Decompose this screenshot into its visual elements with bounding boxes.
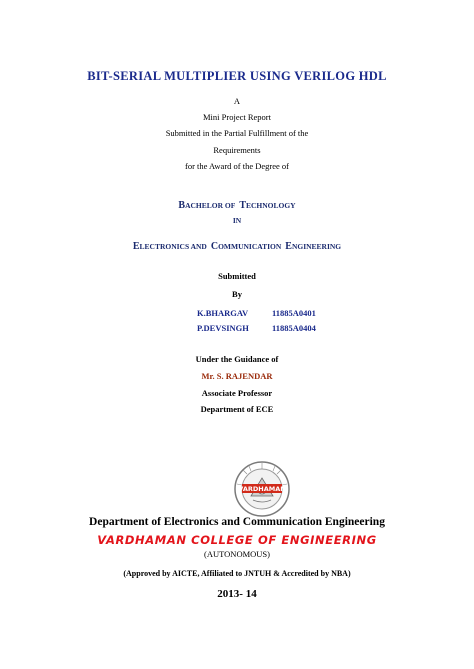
college-emblem-icon (233, 460, 291, 518)
submitted-label: Submitted (218, 271, 256, 281)
intro-article: A (233, 96, 241, 106)
student-name: P.DEVSINGH (197, 323, 249, 333)
by-label: By (232, 289, 242, 299)
guide-designation: Associate Professor (201, 388, 273, 398)
branch-name: ELECTRONICS AND COMMUNICATION ENGINEERING (132, 241, 342, 252)
department-name: Department of Electronics and Communication Engineering (89, 516, 385, 528)
degree-name: BACHELOR OF TECHNOLOGY (178, 200, 296, 211)
approval-line: (Approved by AICTE, Affiliated to JNTUH & Accredited by NBA) (123, 569, 351, 578)
intro-line-report: Mini Project Report (203, 112, 271, 122)
in-label: IN (232, 216, 242, 225)
emblem-lettering: VARDHAMAN (238, 485, 286, 493)
intro-line-requirements: Requirements (213, 145, 261, 155)
guide-department: Department of ECE (200, 404, 274, 414)
autonomous-label: (AUTONOMOUS) (204, 549, 270, 559)
guide-name: Mr. S. RAJENDAR (201, 371, 273, 381)
academic-year: 2013- 14 (217, 588, 257, 600)
student-name: K.BHARGAV (197, 308, 249, 318)
college-name: VARDHAMAN COLLEGE OF ENGINEERING (97, 533, 377, 547)
report-title: BIT-SERIAL MULTIPLIER USING VERILOG HDL (87, 69, 387, 83)
student-roll: 11885A0404 (272, 323, 316, 333)
student-roll: 11885A0401 (272, 308, 316, 318)
intro-line-award: for the Award of the Degree of (184, 161, 289, 171)
guidance-label: Under the Guidance of (195, 354, 279, 364)
intro-line-submitted: Submitted in the Partial Fulfillment of the (165, 128, 309, 138)
